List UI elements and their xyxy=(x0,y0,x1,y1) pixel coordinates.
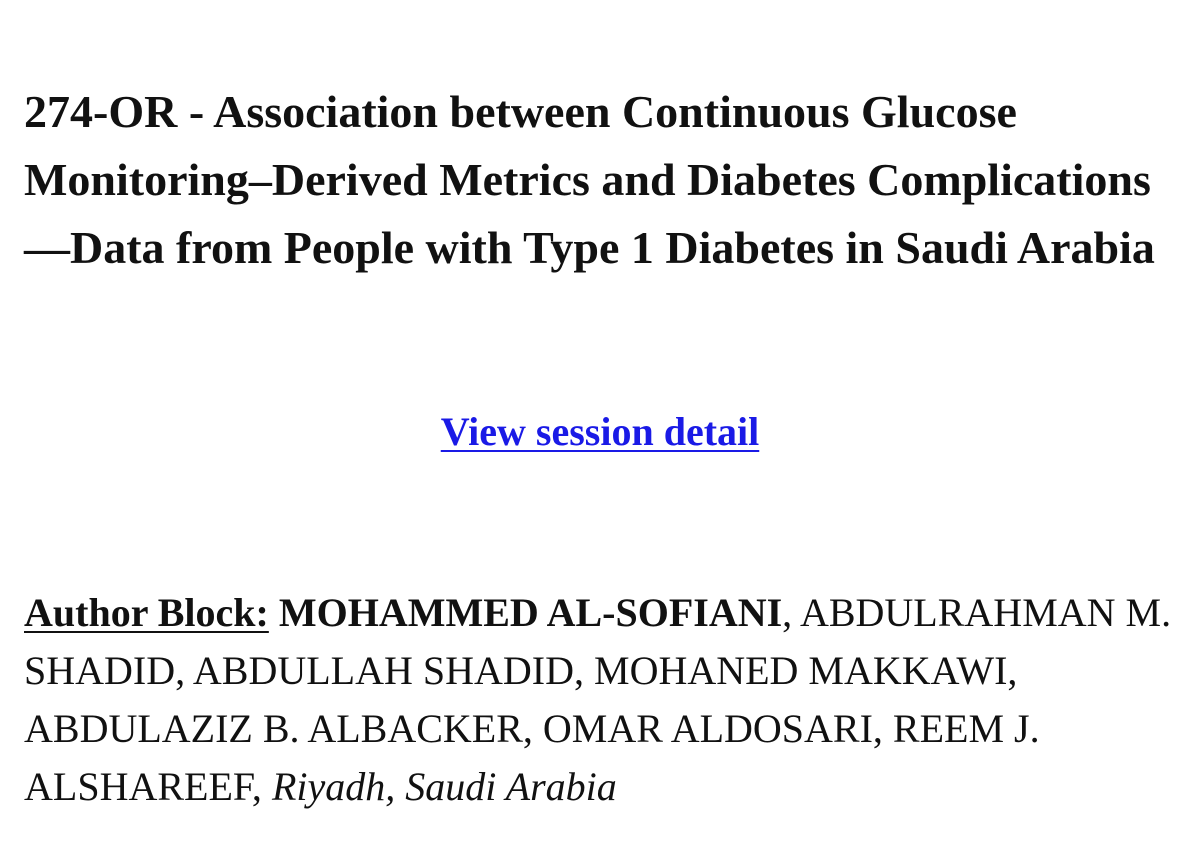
author-block xyxy=(24,584,1184,816)
co-authors: ABDULRAHMAN M. SHADID, ABDULLAH SHADID, MOHANED MAKKAWI, ABDULAZIZ B. ALBACKER, OMAR ALDOSARI, REEM J. ALSHAREEF, xyxy=(24,590,1172,809)
first-author: MOHAMMED AL-SOFIANI xyxy=(278,590,783,635)
affiliation: Riyadh, Saudi Arabia xyxy=(271,764,617,809)
author-block-label: Author Block: xyxy=(24,590,269,635)
abstract-title: 274-OR - Association between Continuous Glucose Monitoring–Derived Metrics and Diabetes Complications—Data from People with Type 1 Diabetes in Saudi Arabia xyxy=(24,86,1155,273)
view-session-detail-link[interactable]: View session detail xyxy=(440,409,760,454)
author-separator: , xyxy=(782,590,800,635)
session-link-container xyxy=(24,404,1176,460)
